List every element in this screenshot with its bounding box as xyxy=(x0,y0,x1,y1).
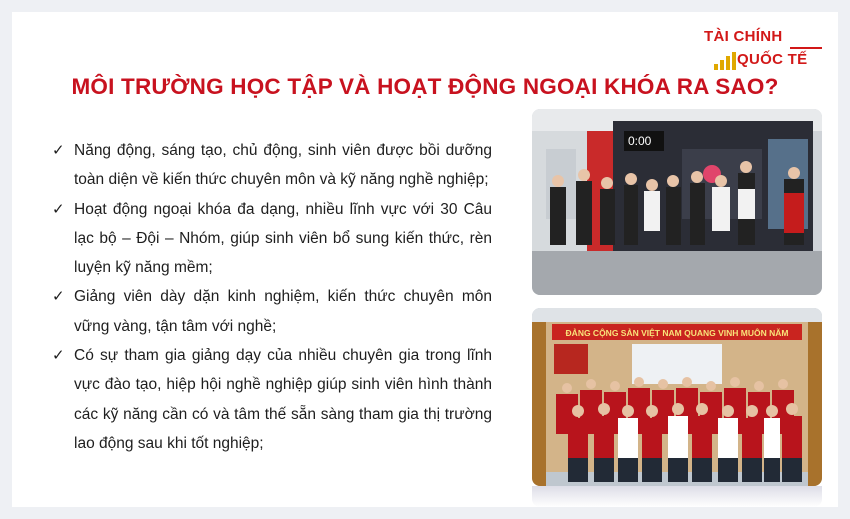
banner-text: ĐẢNG CỘNG SẢN VIỆT NAM QUANG VINH MUÔN NĂM xyxy=(565,328,789,338)
bullet-text: Hoạt động ngoại khóa đa dạng, nhiều lĩnh vực với 30 Câu lạc bộ – Đội – Nhóm, giúp sinh viên bổ sung kiến thức, rèn luyện kỹ năng mềm; xyxy=(74,200,492,277)
bullet-item xyxy=(52,282,492,341)
logo-bars-icon xyxy=(714,50,736,70)
bullet-list xyxy=(52,136,492,458)
check-icon: ✓ xyxy=(52,199,65,218)
check-icon: ✓ xyxy=(52,346,65,365)
screen-clock: 0:00 xyxy=(628,134,652,148)
slide-title: MÔI TRƯỜNG HỌC TẬP VÀ HOẠT ĐỘNG NGOẠI KHÓA RA SAO? xyxy=(71,74,779,99)
check-icon: ✓ xyxy=(52,287,65,306)
bullet-text: Năng động, sáng tạo, chủ động, sinh viên được bồi dưỡng toàn diện về kiến thức chuyên môn và kỹ năng nghề nghiệp; xyxy=(74,142,492,189)
slide xyxy=(12,12,838,507)
photo-reflection xyxy=(532,486,822,507)
logo-line1: TÀI CHÍNH xyxy=(704,28,783,45)
photo-students-stage xyxy=(532,109,822,295)
logo-line2: QUỐC TẾ xyxy=(737,51,808,68)
photo-group xyxy=(532,308,822,486)
logo xyxy=(704,20,824,76)
logo-rule xyxy=(790,47,822,49)
photo-students-stage-image xyxy=(532,109,822,295)
photo-group-image xyxy=(532,308,822,486)
check-icon: ✓ xyxy=(52,141,65,159)
bullet-item xyxy=(52,136,492,195)
bullet-item xyxy=(52,341,492,458)
bullet-item xyxy=(52,195,492,283)
bullet-text: Giảng viên dày dặn kinh nghiệm, kiến thức chuyên môn vững vàng, tận tâm với nghề; xyxy=(74,288,492,335)
bullet-text: Có sự tham gia giảng dạy của nhiều chuyên gia trong lĩnh vực đào tạo, hiệp hội nghề nghiệp giúp sinh viên hình thành các kỹ năng cần có và tâm thế sẵn sàng tham gia thị trường lao động sau khi tốt nghiệp; xyxy=(74,347,492,452)
